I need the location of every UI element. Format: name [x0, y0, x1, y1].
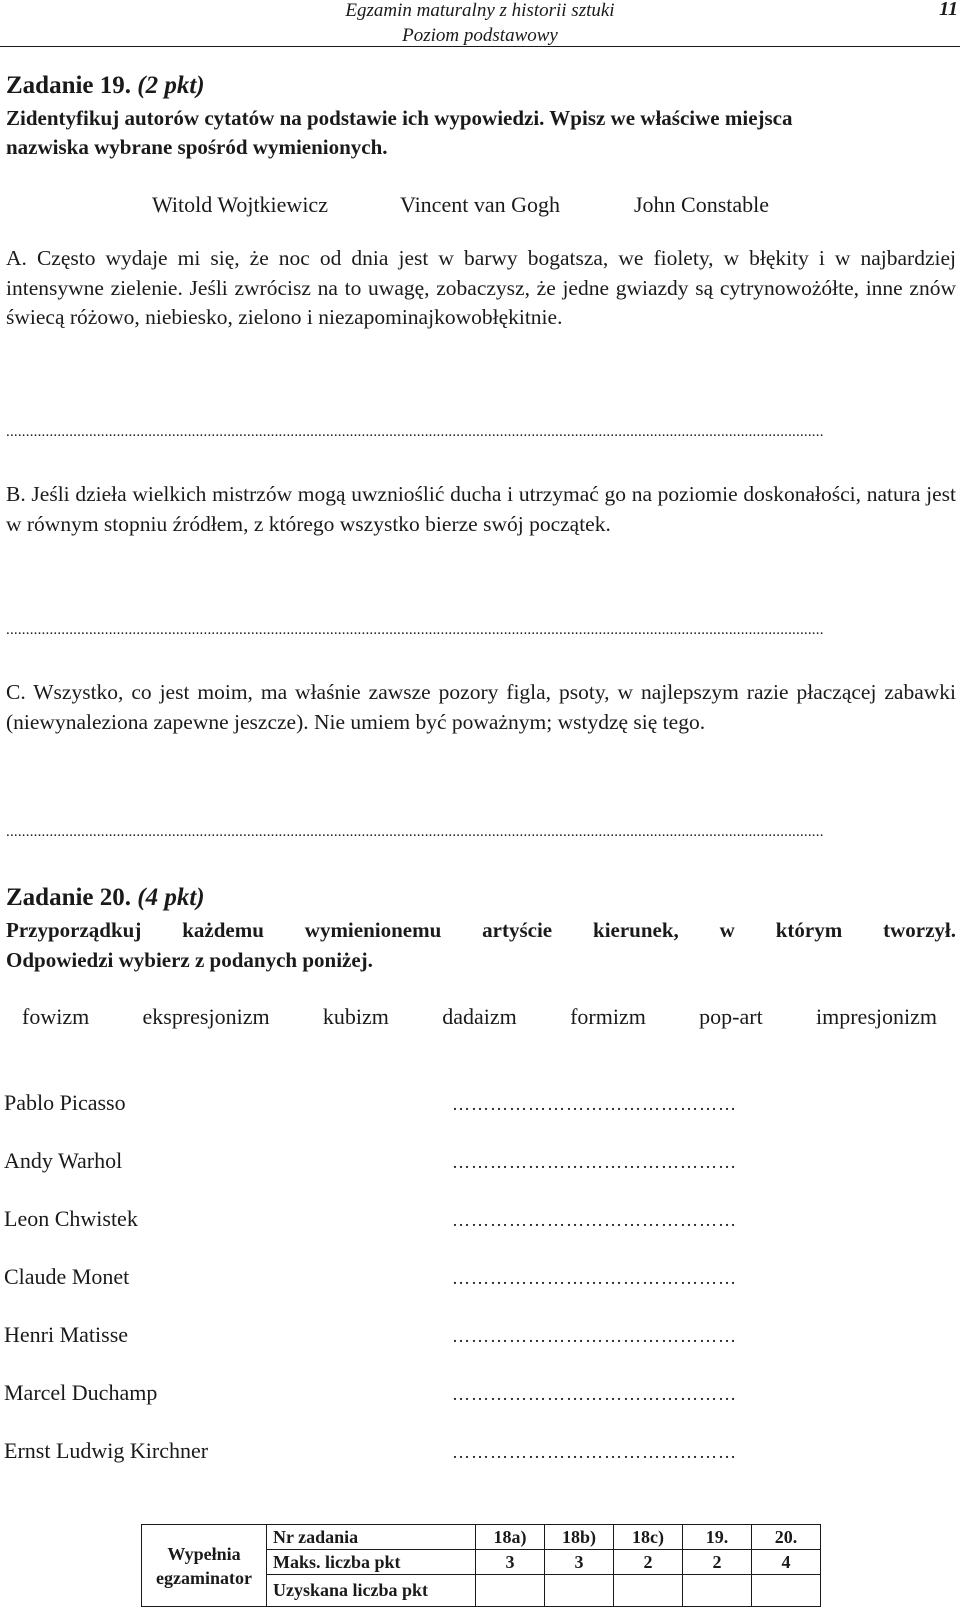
score-cell-obtained[interactable]: [614, 1575, 683, 1607]
quote-c-letter: C.: [6, 680, 26, 704]
movement-option: kubizm: [322, 1004, 389, 1029]
movement-option: ekspresjonizm: [142, 1004, 270, 1029]
score-cell-task-number: 18b): [545, 1525, 614, 1550]
answer-blank-chwistek[interactable]: ………………………………………: [452, 1210, 737, 1230]
score-cell-task-number: 18a): [476, 1525, 545, 1550]
artist-warhol: Andy Warhol: [4, 1148, 123, 1173]
artist-matisse: Henri Matisse: [4, 1322, 129, 1347]
exam-title: Egzamin maturalny z historii sztuki: [345, 0, 615, 21]
task-20-number: Zadanie 20.: [6, 884, 132, 911]
artist-picasso: Pablo Picasso: [4, 1090, 126, 1115]
score-cell-obtained[interactable]: [476, 1575, 545, 1607]
task-19-instruction: [6, 104, 956, 162]
movement-option: formizm: [570, 1004, 646, 1029]
artist-duchamp: Marcel Duchamp: [4, 1380, 158, 1405]
score-cell-task-number: 18c): [614, 1525, 683, 1550]
quote-b-text: Jeśli dzieła wielkich mistrzów mogą uwznioślić ducha i utrzymać go na poziomie doskonałości, natura jest w równym stopniu źródłem, z którego wszystko bierze swój początek.: [6, 482, 956, 536]
task-20-instruction-line-2: Odpowiedzi wybierz z podanych poniżej.: [6, 948, 373, 972]
artist-chwistek: Leon Chwistek: [4, 1206, 138, 1231]
task-19-instruction-line-2: nazwiska wybrane spośród wymienionych.: [6, 135, 388, 159]
artist-kirchner: Ernst Ludwig Kirchner: [4, 1438, 209, 1463]
score-cell-task-number: 20.: [752, 1525, 821, 1550]
task-19-number: Zadanie 19.: [6, 72, 132, 99]
quote-c: [6, 678, 956, 737]
answer-blank-warhol[interactable]: ………………………………………: [452, 1152, 737, 1172]
answer-blank-monet[interactable]: ………………………………………: [452, 1268, 737, 1288]
score-cell-obtained[interactable]: [683, 1575, 752, 1607]
score-cell-max-points: 4: [752, 1550, 821, 1575]
movement-options: [22, 1004, 937, 1030]
movement-option: fowizm: [22, 1004, 90, 1029]
page-number: 11: [939, 0, 958, 20]
quote-a-letter: A.: [6, 246, 27, 270]
name-option-constable: John Constable: [634, 192, 770, 217]
score-table: [141, 1524, 821, 1607]
score-cell-max-points: 2: [614, 1550, 683, 1575]
running-header: [240, 0, 720, 48]
score-cell-max-points: 2: [683, 1550, 752, 1575]
answer-line-c[interactable]: ...............................................................................................................................................................................................................: [6, 824, 824, 840]
answer-line-b[interactable]: ...............................................................................................................................................................................................................: [6, 622, 824, 638]
name-option-wojtkiewicz: Witold Wojtkiewicz: [152, 192, 328, 217]
score-cell-max-points: 3: [476, 1550, 545, 1575]
quote-b-letter: B.: [6, 482, 26, 506]
answer-blank-kirchner[interactable]: ………………………………………: [452, 1442, 737, 1462]
score-row-label-obtained: Uzyskana liczba pkt: [267, 1575, 476, 1607]
header-rule: [0, 46, 960, 47]
task-20-title: [6, 884, 205, 912]
movement-option: pop-art: [699, 1004, 763, 1029]
score-row-label-max-points: Maks. liczba pkt: [267, 1550, 476, 1575]
name-option-van-gogh: Vincent van Gogh: [400, 192, 560, 217]
score-cell-obtained[interactable]: [545, 1575, 614, 1607]
score-cell-obtained[interactable]: [752, 1575, 821, 1607]
task-20-points: (4 pkt): [137, 884, 205, 911]
answer-blank-matisse[interactable]: ………………………………………: [452, 1326, 737, 1346]
quote-a: [6, 244, 956, 333]
quote-b: [6, 480, 956, 539]
score-row-label-task-number: Nr zadania: [267, 1525, 476, 1550]
task-19-title: [6, 72, 205, 100]
quote-a-text: Często wydaje mi się, że noc od dnia jest w barwy bogatsza, we fiolety, w błękity i w najbardziej intensywne zielenie. Jeśli zwrócisz na to uwagę, zobaczysz, że jedne gwiazdy są cytrynowożółte, inne znów świecą różowo, niebiesko, zielono i niezapominajkowobłękitnie.: [6, 246, 956, 329]
quote-c-text: Wszystko, co jest moim, ma właśnie zawsze pozory figla, psoty, w najlepszym razie płaczącej zabawki (niewynaleziona zapewne jeszcze). Nie umiem być poważnym; wstydzę się tego.: [6, 680, 956, 734]
movement-option: dadaizm: [442, 1004, 517, 1029]
exam-level: Poziom podstawowy: [402, 25, 558, 46]
movement-option: impresjonizm: [816, 1004, 937, 1029]
score-cell-max-points: 3: [545, 1550, 614, 1575]
artist-monet: Claude Monet: [4, 1264, 130, 1289]
score-cell-task-number: 19.: [683, 1525, 752, 1550]
score-table-side-label: Wypełnia egzaminator: [142, 1525, 267, 1607]
task-19-instruction-line-1: Zidentyfikuj autorów cytatów na podstawie ich wypowiedzi. Wpisz we właściwe miejsca: [6, 106, 793, 130]
task-19-points: (2 pkt): [137, 72, 205, 99]
answer-blank-duchamp[interactable]: ………………………………………: [452, 1384, 737, 1404]
answer-blank-picasso[interactable]: ………………………………………: [452, 1094, 737, 1114]
task-20-instruction-line-1: Przyporządkuj każdemu wymienionemu artyście kierunek, w którym tworzył.: [6, 918, 956, 942]
answer-line-a[interactable]: ...............................................................................................................................................................................................................: [6, 424, 824, 440]
